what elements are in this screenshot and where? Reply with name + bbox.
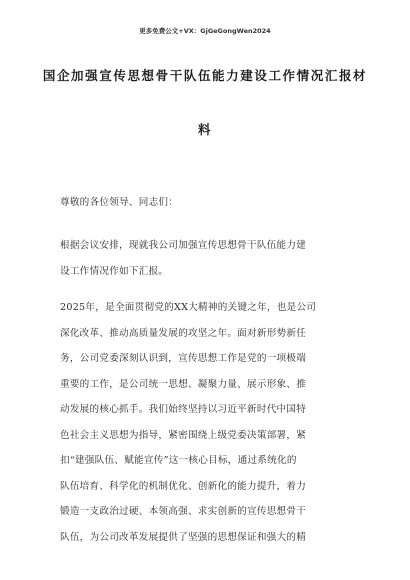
- paragraph-line: 2025年，是全面贯彻党的XX大精神的关键之年，也是公司: [60, 302, 317, 313]
- paragraph-line: 锻造一支政治过硬、本领高强、求实创新的宣传思想骨干: [60, 506, 307, 517]
- paragraph-line: 重要的工作，是公司统一思想、凝聚力量、展示形象、推: [60, 378, 307, 390]
- paragraph-line: 色社会主义思想为指导，紧密围绕上级党委决策部署，紧: [60, 429, 307, 441]
- paragraph-line: 队伍培育、科学化的机制优化、创新化的能力提升，着力: [60, 480, 307, 492]
- salutation: [60, 190, 360, 216]
- paragraph-line: 深化改革、推动高质量发展的攻坚之年。面对新形势新任: [60, 327, 307, 339]
- document-title-line-2: 料: [197, 122, 213, 137]
- paragraph-line: 队伍，为公司改革发展提供了坚强的思想保证和强大的精: [60, 531, 307, 543]
- paragraph-line: 扣“建强队伍、赋能宣传”这一核心目标，通过系统化的: [60, 455, 297, 466]
- document-title-line-1: 国企加强宣传思想骨干队伍能力建设工作情况汇报材: [42, 68, 368, 83]
- document-header: 更多免费公文+VX：GjGeGongWen2024: [139, 27, 271, 35]
- paragraph-line: 设工作情况作如下汇报。: [60, 265, 169, 277]
- salutation-text: 尊敬的各位领导、同志们：: [60, 197, 179, 208]
- paragraph-line: 动发展的核心抓手。我们始终坚持以习近平新时代中国特: [60, 404, 307, 415]
- intro-paragraph: [60, 233, 360, 284]
- body-paragraph: [60, 295, 360, 550]
- paragraph-line: 根据会议安排，现就我公司加强宣传思想骨干队伍能力建: [60, 240, 307, 251]
- paragraph-line: 务，公司党委深刻认识到，宣传思想工作是党的一项极端: [60, 353, 307, 364]
